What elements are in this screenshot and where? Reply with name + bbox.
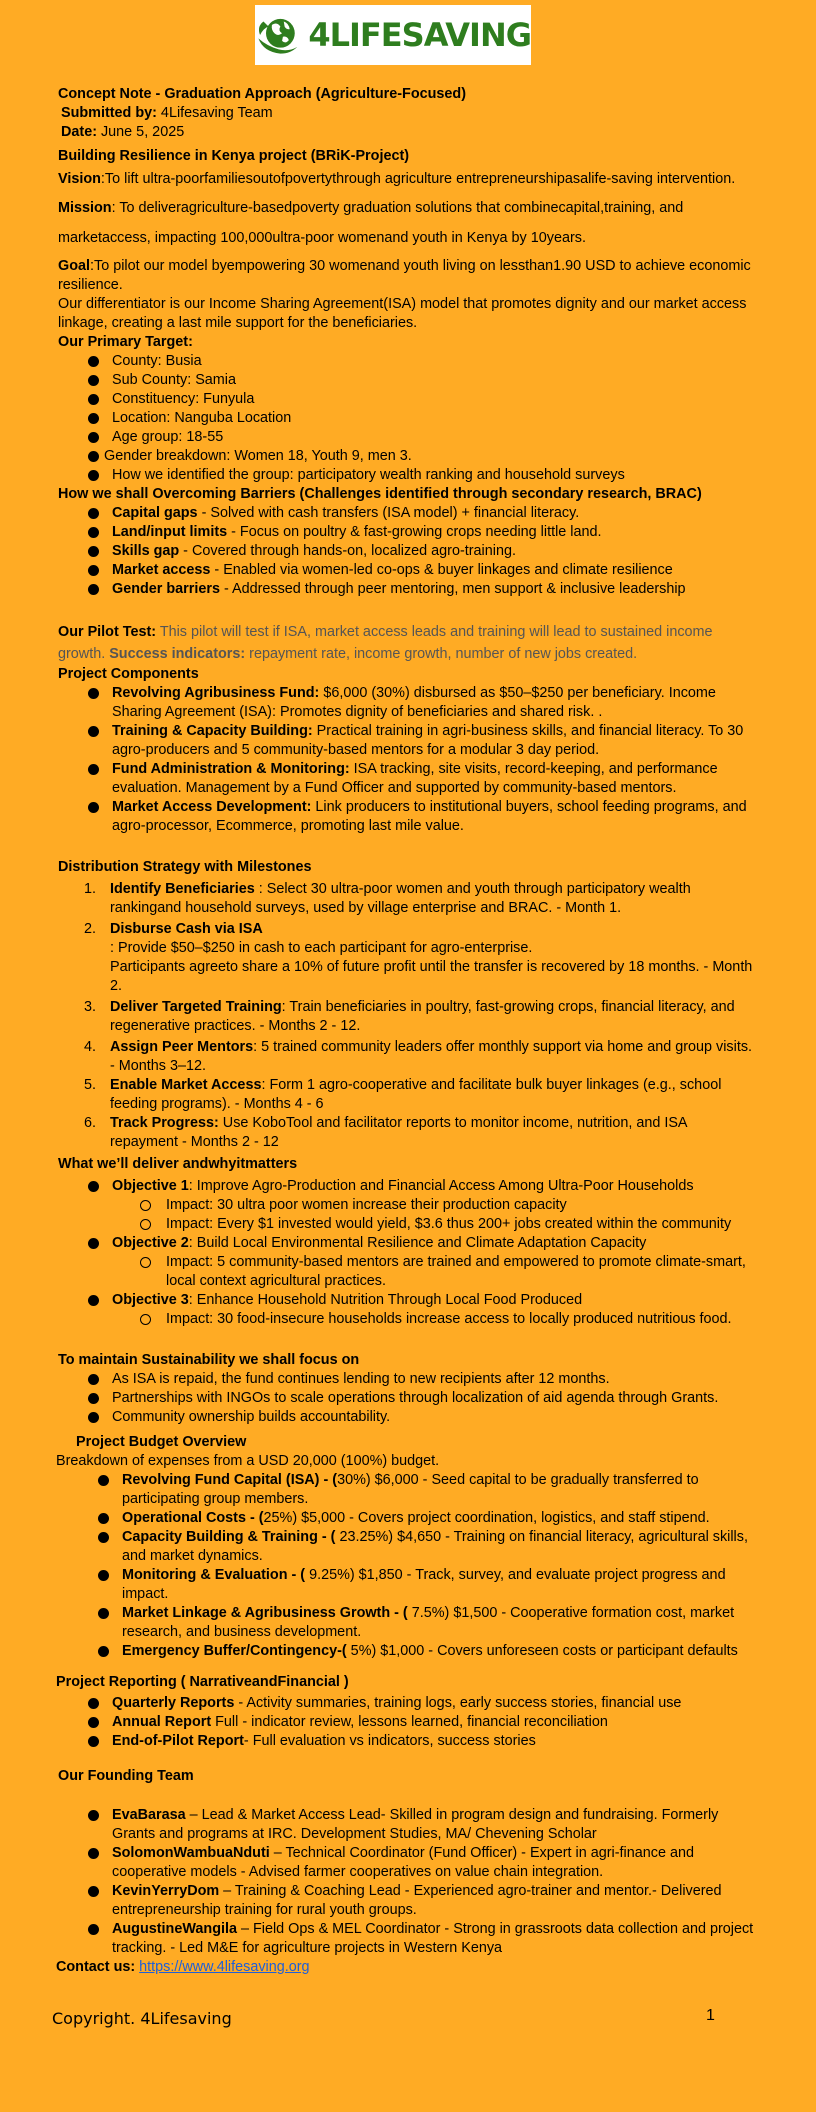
page-number: 1 (706, 2007, 715, 2024)
contact-line: Contact us: https://www.4lifesaving.org (56, 1959, 310, 1975)
list-item: 6. Track Progress: Use KoboTool and facilitator reports to monitor income, nutrition, and ISA repayment - Months 2 - 12 (84, 1115, 687, 1150)
list-item: Constituency: Funyula (58, 390, 758, 409)
list-item: Location: Nanguba Location (58, 409, 758, 428)
sustainability-list (58, 1370, 758, 1427)
list-item: 4. Assign Peer Mentors: 5 trained community leaders offer monthly support via home and group visits. - Months 3–12. (84, 1039, 753, 1074)
primary-target-list (58, 352, 758, 485)
objective-item: Objective 2: Build Local Environmental Resilience and Climate Adaptation Capacity Impact: 5 community-based mentors are trained and empowered to promote climate-smart, local context agricultural practices. (58, 1234, 758, 1291)
list-item: 1. Identify Beneficiaries : Select 30 ultra-poor women and youth through participatory wealth rankingand household surveys, used by village enterprise and BRAC. - Month 1. (84, 881, 691, 916)
list-item: 5. Enable Market Access: Form 1 agro-cooperative and facilitate bulk buyer linkages (e.g., school feeding programs). - Months 4 - 6 (84, 1077, 722, 1112)
list-item: Training & Capacity Building: Practical training in agri-business skills, and financial literacy. To 30 agro-producers and 5 community-based mentors for a modular 3 day period. (58, 722, 758, 760)
team-member: AugustineWangila – Field Ops & MEL Coordinator - Strong in grassroots data collection and project tracking. - Led M&E for agriculture projects in Western Kenya (58, 1920, 758, 1958)
sustainability-heading: To maintain Sustainability we shall focus on (58, 1352, 360, 1368)
list-item: How we identified the group: participatory wealth ranking and household surveys (58, 466, 758, 485)
list-item: Gender barriers - Addressed through peer mentoring, men support & inclusive leadership (58, 580, 758, 599)
team-member: SolomonWambuaNduti – Technical Coordinator (Fund Officer) - Expert in agri-finance and cooperative models - Advised farmer cooperatives on value chain integration. (58, 1844, 758, 1882)
logo (255, 5, 531, 65)
logo-text: 4LIFESAVING (308, 15, 531, 54)
components-heading: Project Components (58, 666, 199, 682)
list-item: Market Linkage & Agribusiness Growth - ( 7.5%) $1,500 - Cooperative formation cost, market research, and business development. (68, 1604, 758, 1642)
document-body (58, 76, 758, 1977)
submitted-by: Submitted by: 4Lifesaving Team (61, 105, 273, 121)
list-item: Revolving Agribusiness Fund: $6,000 (30%) disbursed as $50–$250 per beneficiary. Income Sharing Agreement (ISA): Promotes dignity of beneficiaries and shared risk. . (58, 684, 758, 722)
list-item: Market Access Development: Link producers to institutional buyers, school feeding programs, and agro-processor, Ecommerce, promoting last mile value. (58, 798, 758, 836)
objectives-list (58, 1177, 758, 1329)
mission: Mission: To deliveragriculture-basedpoverty graduation solutions that combinecapital,training, and marketaccess, impacting 100,000ultra-poor womenand youth in Kenya by 10years. (58, 200, 684, 246)
impact-item: Impact: 30 ultra poor women increase their production capacity (110, 1196, 758, 1215)
page-title: Concept Note - Graduation Approach (Agriculture-Focused) (58, 86, 467, 102)
team-list (58, 1806, 758, 1958)
list-item: Skills gap - Covered through hands-on, localized agro-training. (58, 542, 758, 561)
distribution-list (58, 880, 758, 1152)
deliver-heading: What we’ll deliver andwhyitmatters (58, 1156, 298, 1172)
globe-hands-leaf-icon (255, 9, 302, 61)
date-line: Date: June 5, 2025 (61, 124, 185, 140)
budget-list (68, 1471, 758, 1661)
impact-item: Impact: 5 community-based mentors are trained and empowered to promote climate-smart, local context agricultural practices. (110, 1253, 758, 1291)
primary-target-heading: Our Primary Target: (58, 334, 193, 350)
budget-heading: Project Budget Overview (76, 1434, 247, 1450)
list-item: Annual Report Full - indicator review, lessons learned, financial reconciliation (58, 1713, 758, 1732)
list-item: Quarterly Reports - Activity summaries, training logs, early success stories, financial use (58, 1694, 758, 1713)
objective-item: Objective 1: Improve Agro-Production and Financial Access Among Ultra-Poor Households Impact: 30 ultra poor women increase their production capacity Impact: Every $1 invested would yield, $3.6 thus 200+ jobs created within the community (58, 1177, 758, 1234)
list-item: Community ownership builds accountability. (58, 1408, 758, 1427)
list-item: Fund Administration & Monitoring: ISA tracking, site visits, record-keeping, and performance evaluation. Management by a Fund Officer and supported by community-based mentors. (58, 760, 758, 798)
list-item: Age group: 18-55 (58, 428, 758, 447)
list-item: Market access - Enabled via women-led co-ops & buyer linkages and climate resilience (58, 561, 758, 580)
list-item: Revolving Fund Capital (ISA) - (30%) $6,000 - Seed capital to be gradually transferred to participating group members. (68, 1471, 758, 1509)
list-item: Monitoring & Evaluation - ( 9.25%) $1,850 - Track, survey, and evaluate project progress and impact. (68, 1566, 758, 1604)
impact-item: Impact: 30 food-insecure households increase access to locally produced nutritious food. (110, 1310, 758, 1329)
list-item: 3. Deliver Targeted Training: Train beneficiaries in poultry, fast-growing crops, financial literacy, and regenerative practices. - Months 2 - 12. (84, 999, 735, 1034)
list-item: Capital gaps - Solved with cash transfers (ISA model) + financial literacy. (58, 504, 758, 523)
list-item: Sub County: Samia (58, 371, 758, 390)
team-member: KevinYerryDom – Training & Coaching Lead - Experienced agro-trainer and mentor.- Delivered entrepreneurship training for rural youth groups. (58, 1882, 758, 1920)
differentiator: Our differentiator is our Income Sharing Agreement(ISA) model that promotes dignity and our market access linkage, creating a last mile support for the beneficiaries. (58, 296, 747, 331)
objective-item: Objective 3: Enhance Household Nutrition Through Local Food Produced Impact: 30 food-insecure households increase access to locally produced nutritious food. (58, 1291, 758, 1329)
team-heading: Our Founding Team (58, 1768, 194, 1784)
list-item: County: Busia (58, 352, 758, 371)
list-item: As ISA is repaid, the fund continues lending to new recipients after 12 months. (58, 1370, 758, 1389)
list-item: Capacity Building & Training - ( 23.25%) $4,650 - Training on financial literacy, agricultural skills, and market dynamics. (68, 1528, 758, 1566)
list-item: Partnerships with INGOs to scale operations through localization of aid agenda through Grants. (58, 1389, 758, 1408)
list-item: Land/input limits - Focus on poultry & fast-growing crops needing little land. (58, 523, 758, 542)
budget-intro: Breakdown of expenses from a USD 20,000 (100%) budget. (56, 1453, 440, 1469)
reporting-heading: Project Reporting ( NarrativeandFinancial ) (56, 1674, 349, 1690)
components-list (58, 684, 758, 836)
distribution-heading: Distribution Strategy with Milestones (58, 859, 312, 875)
list-item: 2. Disburse Cash via ISA : Provide $50–$250 in cash to each participant for agro-enterprise. Participants agreeto share a 10% of future profit until the transfer is recovered by 18 months. - Month 2. (84, 921, 753, 994)
list-item: Gender breakdown: Women 18, Youth 9, men 3. (58, 447, 758, 466)
impact-item: Impact: Every $1 invested would yield, $3.6 thus 200+ jobs created within the community (110, 1215, 758, 1234)
pilot-test: Our Pilot Test: This pilot will test if ISA, market access leads and training will lead to sustained income growth. Success indicators: repayment rate, income growth, number of new jobs created. (58, 624, 713, 662)
project-title: Building Resilience in Kenya project (BRiK-Project) (58, 148, 410, 164)
barriers-list (58, 504, 758, 599)
vision: Vision:To lift ultra-poorfamiliesoutofpovertythrough agriculture entrepreneurshipasalife-saving intervention. (58, 171, 736, 187)
goal: Goal:To pilot our model byempowering 30 womenand youth living on lessthan1.90 USD to achieve economic resilience. (58, 258, 751, 293)
reporting-list (58, 1694, 758, 1751)
team-member: EvaBarasa – Lead & Market Access Lead- Skilled in program design and fundraising. Formerly Grants and programs at IRC. Development Studies, MA/ Chevening Scholar (58, 1806, 758, 1844)
barriers-heading: How we shall Overcoming Barriers (Challenges identified through secondary research, BRAC) (58, 486, 702, 502)
contact-link[interactable]: https://www.4lifesaving.org (139, 1959, 310, 1975)
footer-copyright: Copyright. 4Lifesaving (52, 2009, 232, 2028)
list-item: Operational Costs - (25%) $5,000 - Covers project coordination, logistics, and staff stipend. (68, 1509, 758, 1528)
list-item: Emergency Buffer/Contingency-( 5%) $1,000 - Covers unforeseen costs or participant defaults (68, 1642, 758, 1661)
list-item: End-of-Pilot Report- Full evaluation vs indicators, success stories (58, 1732, 758, 1751)
